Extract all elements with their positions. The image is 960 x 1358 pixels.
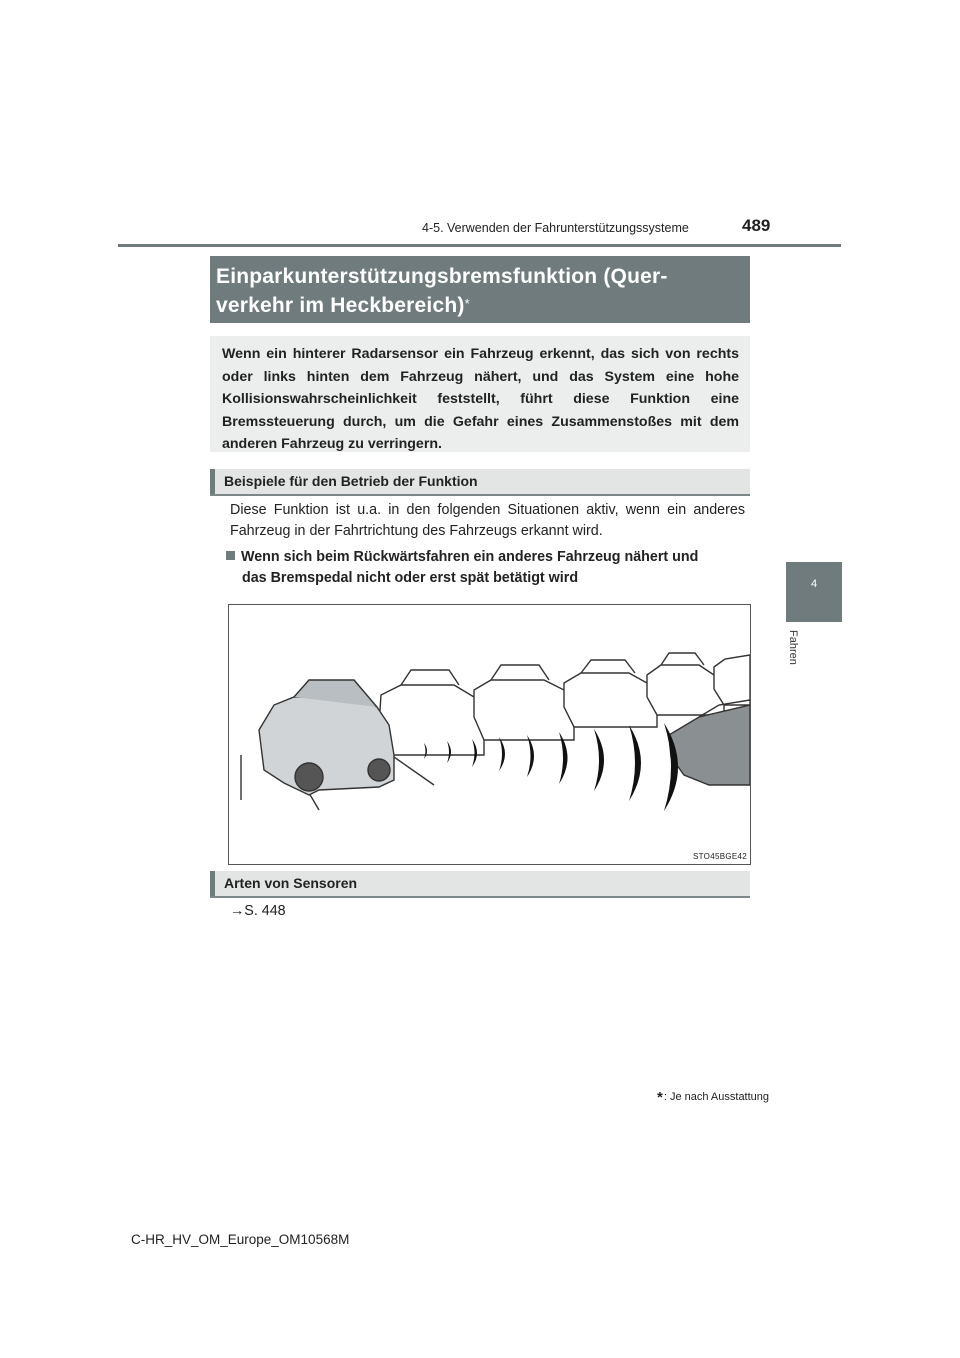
parked-car-4-roof [661,653,704,665]
bullet-line-1-text: Wenn sich beim Rückwärtsfahren ein anderes Fahrzeug nähert und [241,549,699,565]
section-heading-label: Beispiele für den Betrieb der Funktion [224,473,478,489]
parked-car-2 [474,680,574,740]
section-accent [210,469,215,494]
section-heading-examples [210,469,750,496]
radar-wave [527,735,534,777]
parked-car-3-roof [581,660,635,673]
bullet-line-2: das Bremspedal nicht oder erst spät betätigt wird [242,570,579,586]
radar-wave [594,729,604,791]
footnote-text: : Je nach Ausstattung [663,1091,770,1103]
title-footnote-marker: * [464,296,470,311]
title-line-1: Einparkunterstützungsbremsfunktion (Quer- [216,265,668,288]
header-rule [118,244,841,247]
bullet-square-icon [226,551,235,560]
running-header: 4-5. Verwenden der Fahrunterstützungssysteme [422,221,689,235]
section-accent [210,871,215,896]
parked-car-2-roof [491,665,549,680]
title-line-2 [216,291,746,320]
figure-code: STO45BGE42 [693,852,747,861]
parked-car-1-roof [401,670,459,685]
parked-car-5 [714,655,750,705]
section-body-text: Diese Funktion ist u.a. in den folgenden Situationen aktiv, wenn ein anderes Fahrzeug in der Fahrtrichtung des Fahrzeugs erkannt wird. [230,502,745,539]
chapter-label [781,630,805,690]
footnote [657,1087,769,1104]
document-footer: C-HR_HV_OM_Europe_OM10568M [131,1232,350,1247]
ego-wheel [295,763,323,791]
ego-wheel [368,759,390,781]
section-heading-sensors [210,871,750,898]
illustration-rear-cross-traffic [228,604,751,865]
chapter-tab [786,562,842,622]
parked-car-3 [564,673,657,727]
page-title [216,262,746,320]
page-number: 489 [742,216,771,235]
bullet-line-1 [226,547,746,568]
chapter-label-text: Fahren [787,630,799,665]
bullet-item [226,547,746,589]
parked-car-4 [647,665,724,715]
approaching-vehicle [669,705,750,785]
illustration-svg [229,605,750,864]
chapter-number: 4 [810,578,818,590]
footnote-star-icon: * [657,1089,663,1106]
section-heading-label: Arten von Sensoren [224,875,358,891]
title-line-2-text: verkehr im Heckbereich) [216,294,465,317]
radar-wave [629,725,641,801]
page-reference-link[interactable]: →S. 448 [230,903,286,919]
intro-text: Wenn ein hinterer Radarsensor ein Fahrzeug erkennt, das sich von rechts oder links hinten dem Fahrzeug nähert, und das System eine hohe Kollisionswahrscheinlichkeit feststellt, führt diese Funktion eine Bremssteuerung durch, um die Gefahr eines Zusammenstoßes mit dem anderen Fahrzeug zu verringern. [222,346,739,452]
radar-wave [499,737,505,771]
parked-car-1 [379,685,484,755]
